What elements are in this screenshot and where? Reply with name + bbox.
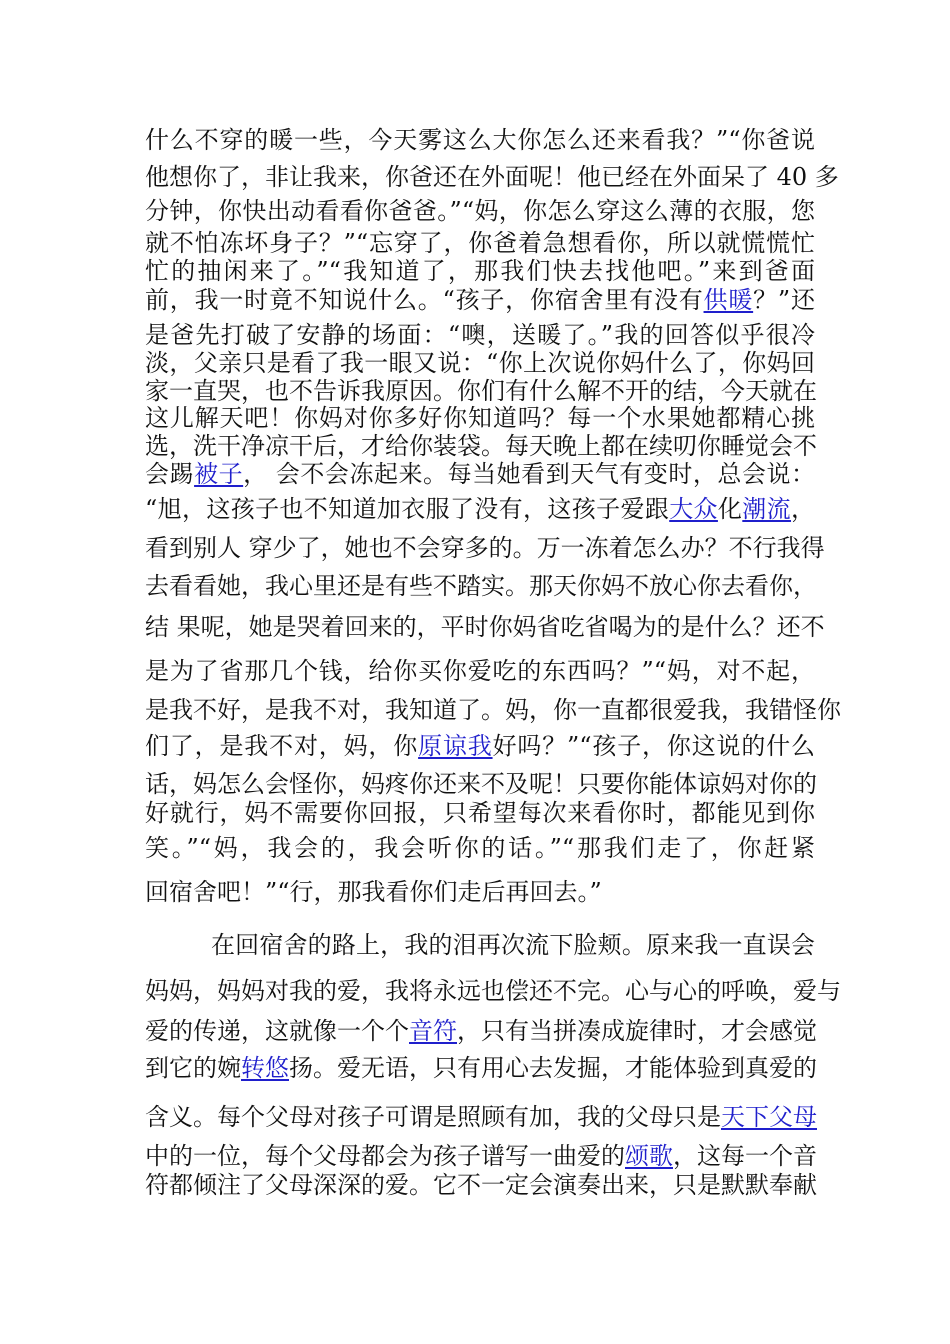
text-run: ， 会不会冻起来。每当她看到天气有变时，总会说： — [243, 460, 816, 488]
text-run: 是我不好，是我不对，我知道了。妈，你一直都很爱我，我错怪你 — [145, 696, 841, 724]
text-line — [145, 459, 815, 489]
hyperlink[interactable]: 原谅我 — [418, 732, 493, 760]
text-run: 扬。爱无语，只有用心去发掘，才能体验到真爱的 — [289, 1054, 817, 1082]
hyperlink[interactable]: 颂歌 — [625, 1142, 673, 1170]
hyperlink[interactable]: 音符 — [409, 1017, 457, 1045]
text-line — [145, 256, 815, 286]
text-run: 是为了省那几个钱，给你买你爱吃的东西吗？”“妈，对不起， — [145, 657, 815, 685]
text-run: 回宿舍吧！”“行，那我看你们走后再回去。” — [145, 878, 602, 906]
text-run: 们了，是我不对，妈，你 — [145, 732, 419, 760]
text-line — [145, 285, 815, 315]
hyperlink[interactable]: 大众 — [669, 495, 718, 523]
text-run: 分钟，你快出动看看你爸爸。”“妈，你怎么穿这么薄的衣服，您 — [145, 197, 815, 225]
text-run: 是爸先打破了安静的场面：“噢，送暖了。”我的回答似乎很冷 — [145, 321, 815, 349]
hyperlink[interactable]: 供暖 — [703, 286, 754, 314]
text-run: 中的一位，每个父母都会为孩子谱写一曲爱的 — [145, 1142, 625, 1170]
text-line — [145, 533, 825, 563]
text-line — [211, 930, 815, 960]
text-line — [145, 320, 815, 350]
text-line — [145, 196, 815, 226]
text-line — [145, 731, 815, 761]
text-run: 忙的抽闲来了。”“我知道了，那我们快去找他吧。”来到爸面 — [145, 257, 815, 285]
text-run: 结 果呢，她是哭着回来的，平时你妈省吃省喝为的是什么？还不 — [145, 613, 825, 641]
text-run: ，只有当拼凑成旋律时，才会感觉 — [457, 1017, 817, 1045]
text-run: ，这每一个音 — [673, 1142, 817, 1170]
text-run: 看到别人 穿少了，她也不会穿多的。万一冻着怎么办？不行我得 — [145, 534, 825, 562]
text-run: 到它的婉 — [145, 1054, 241, 1082]
hyperlink[interactable]: 天下父母 — [721, 1103, 817, 1131]
text-run: 选，洗干净凉干后，才给你装袋。每天晚上都在续叨你睡觉会不 — [145, 432, 817, 460]
text-line — [145, 1102, 815, 1132]
text-run: 会踢 — [145, 460, 195, 488]
text-run: 就不怕冻坏身子？”“忘穿了，你爸着急想看你，所以就慌慌忙 — [145, 229, 815, 257]
text-line — [145, 1141, 815, 1171]
text-line — [145, 612, 825, 642]
text-line — [145, 798, 815, 828]
text-line — [145, 877, 815, 907]
text-run: 含义。每个父母对孩子可谓是照顾有加，我的父母只是 — [145, 1103, 721, 1131]
text-line — [145, 769, 815, 799]
text-run: 好就行，妈不需要你回报，只希望每次来看你时，都能见到你 — [145, 799, 815, 827]
text-run: 什么不穿的暖一些，今天雾这么大你怎么还来看我？”“你爸说 — [145, 126, 815, 154]
text-line — [145, 656, 815, 686]
hyperlink[interactable]: 被子 — [194, 460, 244, 488]
text-run: 符都倾注了父母深深的爱。它不一定会演奏出来，只是默默奉献 — [145, 1171, 817, 1199]
text-line — [145, 976, 841, 1006]
text-run: 淡，父亲只是看了我一眼又说：“你上次说你妈什么了，你妈回 — [145, 349, 815, 377]
text-run: ， — [791, 495, 816, 523]
text-run: 妈妈，妈妈对我的爱，我将永远也偿还不完。心与心的呼唤，爱与 — [145, 977, 841, 1005]
text-line — [145, 403, 815, 433]
text-line — [145, 571, 815, 601]
text-line — [145, 162, 839, 192]
text-line — [145, 348, 815, 378]
text-run: 化 — [717, 495, 743, 523]
text-line — [145, 376, 815, 406]
text-line — [145, 695, 841, 725]
text-line — [145, 494, 815, 524]
text-run: 前，我一时竟不知说什么。“孩子，你宿舍里有没有 — [145, 286, 704, 314]
hyperlink[interactable]: 转悠 — [241, 1054, 289, 1082]
text-run: “旭，这孩子也不知道加衣服了没有，这孩子爱跟 — [145, 495, 670, 523]
hyperlink[interactable]: 潮流 — [742, 495, 792, 523]
text-line — [145, 228, 815, 258]
text-line — [145, 833, 815, 863]
text-line — [145, 1170, 815, 1200]
text-line — [145, 1016, 815, 1046]
text-run: 笑。”“妈，我会的，我会听你的话。”“那我们走了，你赶紧 — [145, 834, 815, 862]
text-line — [145, 125, 815, 155]
text-run: 爱的传递，这就像一个个 — [145, 1017, 409, 1045]
text-run: 家一直哭，也不告诉我原因。你们有什么解不开的结，今天就在 — [145, 377, 817, 405]
text-line — [145, 1053, 815, 1083]
text-run: 他想你了，非让我来，你爸还在外面呢！他已经在外面呆了 40 多 — [145, 163, 839, 191]
text-run: 好吗？”“孩子，你这说的什么 — [492, 732, 816, 760]
text-run: 在回宿舍的路上，我的泪再次流下脸颊。原来我一直误会 — [211, 931, 815, 959]
text-run: 这儿解天吧！你妈对你多好你知道吗？每一个水果她都精心挑 — [145, 404, 815, 432]
text-run: ？”还 — [753, 286, 815, 314]
text-line — [145, 431, 815, 461]
text-run: 去看看她，我心里还是有些不踏实。那天你妈不放心你去看你， — [145, 572, 817, 600]
text-run: 话，妈怎么会怪你，妈疼你还来不及呢！只要你能体谅妈对你的 — [145, 770, 817, 798]
